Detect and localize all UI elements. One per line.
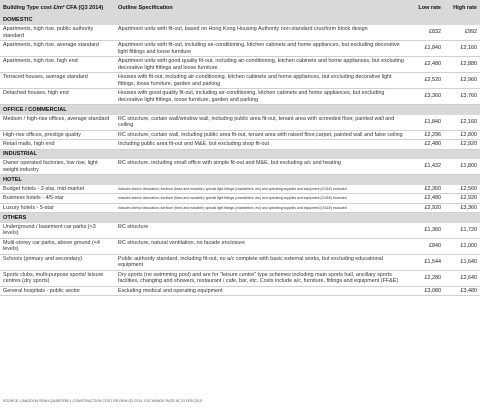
header-high-rate: High rate xyxy=(444,0,480,15)
low-rate-cell: £2,520 xyxy=(407,73,444,89)
table-row xyxy=(0,194,480,204)
specification-cell xyxy=(115,203,407,213)
specification-cell: Excluding medical and operating equipment xyxy=(115,286,407,296)
high-rate-cell: £2,920 xyxy=(444,194,480,204)
specification-cell xyxy=(115,194,407,204)
building-type-cell: Apartments, high rise, average standard xyxy=(0,41,115,57)
high-rate-cell: £2,640 xyxy=(444,270,480,286)
high-rate-cell: £2,160 xyxy=(444,41,480,57)
high-rate-cell: £1,720 xyxy=(444,223,480,239)
building-type-cell: Multi-storey car parks, above ground (<4 levels) xyxy=(0,238,115,254)
source-note: SOURCE: LANGDON SEAH QUARTERLY CONSTRUCTION COST REVIEW Q3 2014. EXCHANGE RATE AT 23 FEB 2015 xyxy=(3,399,202,403)
building-type-cell: Apartments, high rise, high end xyxy=(0,57,115,73)
specification-cell: Including public area fit-out and M&E, but excluding shop fit-out xyxy=(115,140,407,150)
low-rate-cell: £1,544 xyxy=(407,254,444,270)
table-row xyxy=(0,223,480,239)
low-rate-cell: £2,480 xyxy=(407,140,444,150)
specification-cell: Apartment units with good quality fit-out, including air-conditioning, kitchen cabinets and home appliances, but excluding decorative light fittings and loose furniture xyxy=(115,57,407,73)
specification-cell: RC structure, including small office with simple fit-out and M&E, but excluding a/c and heating xyxy=(115,159,407,175)
table-row xyxy=(0,89,480,105)
specification-cell: Apartment units with fit-out, based on Hong Kong Housing Authority non-standard cruciform block design xyxy=(115,25,407,41)
building-type-cell: General hospitals - public sector xyxy=(0,286,115,296)
building-type-cell: Retail malls, high end xyxy=(0,140,115,150)
table-row xyxy=(0,115,480,131)
high-rate-cell: £1,640 xyxy=(444,254,480,270)
high-rate-cell: £992 xyxy=(444,25,480,41)
table-row xyxy=(0,57,480,73)
specification-note: Includes interior decoration; furniture (fixed and movable); special light fittings (chandeliers, etc) and operating supplies and equipment (OS&E) excluded xyxy=(118,205,347,210)
specification-cell: Houses with good quality fit-out, including air-conditioning, kitchen cabinets and home appliances, but excluding decorative light fittings, loose furniture, garden and parking xyxy=(115,89,407,105)
building-type-cell: High-rise offices, prestige quality xyxy=(0,130,115,140)
specification-cell: Dry sports (no swimming pool) and are for "leisure centre" type schemes including main sports hall, ancillary sports facilities, changing and showers, restaurant / cafe, bar, etc. Costs include a/c, furniture, fittings and equipment (FF&E) xyxy=(115,270,407,286)
building-type-cell: Business hotels - 4/5-star xyxy=(0,194,115,204)
section-row xyxy=(0,175,480,185)
specification-cell: RC structure xyxy=(115,223,407,239)
table-row xyxy=(0,286,480,296)
low-rate-cell: £3,080 xyxy=(407,286,444,296)
specification-cell: RC structure, natural ventilation, no facade enclosure xyxy=(115,238,407,254)
building-type-cell: Luxury hotels - 5-star xyxy=(0,203,115,213)
low-rate-cell: £1,360 xyxy=(407,223,444,239)
section-title: HOTEL xyxy=(0,175,480,185)
building-type-cell: Owner operated factories, low rise, light weight industry xyxy=(0,159,115,175)
specification-cell: Apartment units with fit-out, including air-conditioning, kitchen cabinets and home appliances, but excluding decorative light fittings and loose furniture xyxy=(115,41,407,57)
table-row xyxy=(0,270,480,286)
section-title: INDUSTRIAL xyxy=(0,149,480,159)
high-rate-cell: £1,800 xyxy=(444,159,480,175)
building-type-cell: Medium / high-rise offices, average standard xyxy=(0,115,115,131)
high-rate-cell: £3,760 xyxy=(444,89,480,105)
table-row xyxy=(0,203,480,213)
building-type-cell: Terraced houses, average standard xyxy=(0,73,115,89)
building-type-cell: Budget hotels - 3-star, mid-market xyxy=(0,185,115,194)
table-row xyxy=(0,159,480,175)
section-title: OTHERS xyxy=(0,213,480,223)
specification-cell xyxy=(115,185,407,194)
high-rate-cell: £3,480 xyxy=(444,286,480,296)
table-body xyxy=(0,15,480,296)
low-rate-cell: £2,280 xyxy=(407,270,444,286)
high-rate-cell: £2,880 xyxy=(444,57,480,73)
high-rate-cell: £2,920 xyxy=(444,140,480,150)
section-row xyxy=(0,149,480,159)
table-row xyxy=(0,41,480,57)
header-outline-spec: Outline Specification xyxy=(115,0,407,15)
table-row xyxy=(0,185,480,194)
specification-cell: Public authority standard, including fit-out, no a/c complete with basic external works, but excluding educational equipment xyxy=(115,254,407,270)
table-row xyxy=(0,73,480,89)
building-type-cell: Schools (primary and secondary) xyxy=(0,254,115,270)
specification-note: Includes interior decoration; furniture (fixed and movable); special light fittings (chandeliers, etc) and operating supplies and equipment (OS&E) excluded xyxy=(118,186,347,191)
table-row xyxy=(0,25,480,41)
building-type-cell: Underground / basement car parks (<3 levels) xyxy=(0,223,115,239)
low-rate-cell: £2,480 xyxy=(407,194,444,204)
section-title: OFFICE / COMMERCIAL xyxy=(0,105,480,115)
building-type-cell: Sports clubs, multi-purpose sports/ leisure centres (dry sports) xyxy=(0,270,115,286)
low-rate-cell: £3,360 xyxy=(407,89,444,105)
low-rate-cell: £1,432 xyxy=(407,159,444,175)
low-rate-cell: £832 xyxy=(407,25,444,41)
header-building-type: Building Type cost £/m² CFA (Q3 2014) xyxy=(0,0,115,15)
header-row xyxy=(0,0,480,15)
specification-cell: RC structure, curtain wall, including public area fit-out, tenant area with raised floor,carpet, painted wall and false ceiling xyxy=(115,130,407,140)
high-rate-cell: £1,000 xyxy=(444,238,480,254)
section-row xyxy=(0,15,480,25)
table-row xyxy=(0,254,480,270)
high-rate-cell: £2,560 xyxy=(444,185,480,194)
low-rate-cell: £2,360 xyxy=(407,185,444,194)
specification-note: Includes interior decoration; furniture (fixed and movable); special light fittings (chandeliers, etc) and operating supplies and equipment (OS&E) excluded xyxy=(118,196,347,200)
header-low-rate: Low rate xyxy=(407,0,444,15)
low-rate-cell: £2,920 xyxy=(407,203,444,213)
section-row xyxy=(0,213,480,223)
low-rate-cell: £2,480 xyxy=(407,57,444,73)
low-rate-cell: £1,840 xyxy=(407,41,444,57)
low-rate-cell: £840 xyxy=(407,238,444,254)
low-rate-cell: £2,296 xyxy=(407,130,444,140)
section-title: DOMESTIC xyxy=(0,15,480,25)
high-rate-cell: £2,160 xyxy=(444,115,480,131)
specification-cell: Houses with fit-out, including air-conditioning, kitchen cabinets and home appliances, but excluding decorative light fittings, loose furniture, garden and parking xyxy=(115,73,407,89)
high-rate-cell: £2,960 xyxy=(444,73,480,89)
low-rate-cell: £1,840 xyxy=(407,115,444,131)
table-row xyxy=(0,130,480,140)
table-row xyxy=(0,140,480,150)
building-type-cell: Detached houses, high end xyxy=(0,89,115,105)
high-rate-cell: £3,360 xyxy=(444,203,480,213)
specification-cell: RC structure, curtain wall/window wall, including public area fit-out, tenant area with screeded floor, painted wall and ceiling xyxy=(115,115,407,131)
section-row xyxy=(0,105,480,115)
table-row xyxy=(0,238,480,254)
high-rate-cell: £2,800 xyxy=(444,130,480,140)
building-type-cell: Apartments, high rise, public authority standard xyxy=(0,25,115,41)
